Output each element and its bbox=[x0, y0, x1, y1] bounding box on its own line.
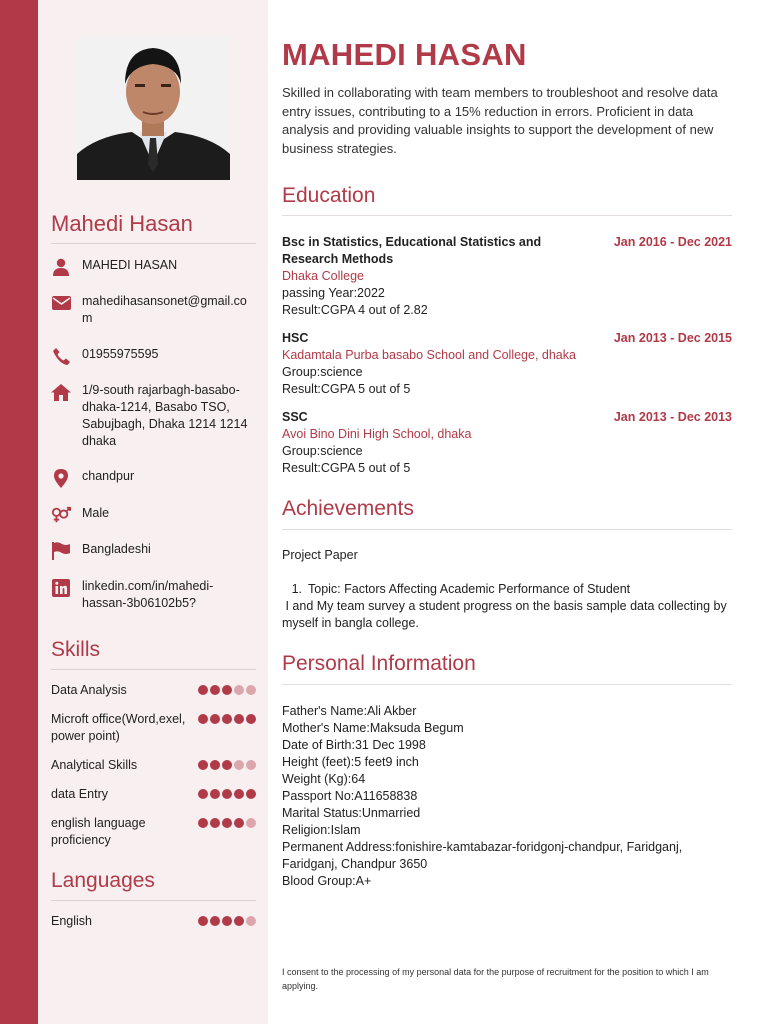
skill-row bbox=[51, 815, 256, 849]
profile-photo bbox=[77, 36, 230, 180]
rating-dot bbox=[246, 789, 256, 799]
contact-email[interactable] bbox=[51, 293, 256, 327]
skill-row bbox=[51, 682, 256, 699]
date-range: Jan 2013 - Dec 2013 bbox=[613, 410, 732, 424]
school: Avoi Bino Dini High School, dhaka bbox=[282, 427, 472, 441]
contact-phone-text[interactable]: 01955975595 bbox=[82, 347, 159, 361]
rating-dot bbox=[234, 916, 244, 926]
rating-dot bbox=[234, 760, 244, 770]
accent-stripe bbox=[0, 0, 38, 1024]
language-row bbox=[51, 913, 256, 930]
contact-email-text[interactable]: mahedihasansonet@gmail.com bbox=[82, 294, 247, 325]
rating-dot bbox=[210, 818, 220, 828]
rating-dot bbox=[222, 818, 232, 828]
edu-detail: Group:science bbox=[282, 365, 363, 379]
divider bbox=[51, 900, 256, 901]
rating-dot bbox=[210, 916, 220, 926]
contact-name bbox=[51, 257, 256, 277]
consent-text: I consent to the processing of my personal data for the purpose of recruitment for the position to which I am applying. bbox=[282, 967, 709, 991]
skills-heading: Skills bbox=[51, 638, 101, 661]
rating-dot bbox=[198, 818, 208, 828]
degree: SSC bbox=[282, 410, 308, 424]
rating-dot bbox=[198, 916, 208, 926]
person-icon bbox=[51, 257, 71, 277]
rating-dot bbox=[198, 789, 208, 799]
skill-name: Microft office(Word,exel, power point) bbox=[51, 712, 186, 743]
item-number: 1. bbox=[291, 582, 302, 596]
envelope-icon bbox=[51, 293, 71, 313]
achievements-block bbox=[282, 547, 732, 632]
school: Kadamtala Purba basabo School and College, dhaka bbox=[282, 348, 576, 362]
info-line: Permanent Address:fonishire-kamtabazar-foridgonj-chandpur, Faridganj, Faridganj, Chandpur 3650 bbox=[282, 840, 683, 871]
info-line: Passport No:A11658838 bbox=[282, 789, 418, 803]
rating-dot bbox=[210, 714, 220, 724]
sidebar-name: Mahedi Hasan bbox=[51, 211, 193, 236]
contact-location-text: chandpur bbox=[82, 469, 135, 483]
skill-name: Analytical Skills bbox=[51, 758, 138, 772]
achievement-detail: I and My team survey a student progress on the basis sample data collecting by myself in bangla college. bbox=[282, 599, 731, 630]
skill-name: Data Analysis bbox=[51, 683, 127, 697]
skill-row bbox=[51, 711, 256, 745]
language-rating bbox=[198, 916, 256, 930]
skill-name: english language proficiency bbox=[51, 816, 146, 847]
contact-gender bbox=[51, 505, 256, 525]
sidebar bbox=[38, 0, 268, 1024]
date-range: Jan 2016 - Dec 2021 bbox=[613, 235, 732, 249]
achievement-topic: Topic: Factors Affecting Academic Performance of Student bbox=[308, 582, 631, 596]
rating-dot bbox=[222, 714, 232, 724]
contact-nationality-text: Bangladeshi bbox=[82, 542, 151, 556]
rating-dot bbox=[198, 714, 208, 724]
linkedin-icon bbox=[51, 578, 71, 598]
rating-dot bbox=[222, 916, 232, 926]
divider bbox=[282, 684, 732, 685]
contact-address bbox=[51, 382, 256, 450]
education-entry bbox=[282, 409, 732, 477]
contact-location bbox=[51, 468, 256, 488]
divider bbox=[282, 529, 732, 530]
gender-icon bbox=[51, 505, 71, 525]
rating-dot bbox=[246, 685, 256, 695]
education-entry bbox=[282, 234, 732, 319]
rating-dot bbox=[198, 685, 208, 695]
degree: HSC bbox=[282, 331, 309, 345]
rating-dot bbox=[210, 760, 220, 770]
edu-detail: passing Year:2022 bbox=[282, 286, 385, 300]
edu-detail: Group:science bbox=[282, 444, 363, 458]
divider bbox=[282, 215, 732, 216]
school: Dhaka College bbox=[282, 269, 364, 283]
flag-icon bbox=[51, 541, 71, 561]
info-line: Height (feet):5 feet9 inch bbox=[282, 755, 419, 769]
info-line: Mother's Name:Maksuda Begum bbox=[282, 721, 464, 735]
rating-dot bbox=[234, 789, 244, 799]
skill-rating bbox=[198, 685, 256, 699]
info-line: Blood Group:A+ bbox=[282, 874, 372, 888]
rating-dot bbox=[234, 685, 244, 695]
contact-linkedin[interactable] bbox=[51, 578, 256, 612]
contact-nationality bbox=[51, 541, 256, 561]
date-range: Jan 2013 - Dec 2015 bbox=[613, 331, 732, 345]
rating-dot bbox=[198, 760, 208, 770]
summary-text: Skilled in collaborating with team members to troubleshoot and resolve data entry issues, contributing to a 15% reduction in errors. Proficient in data analysis and providing valuable insights to support the development of new business strategies. bbox=[282, 85, 718, 156]
contact-address-text: 1/9-south rajarbagh-basabo-dhaka-1214, Basabo TSO, Sabujbagh, Dhaka 1214 1214 dhaka bbox=[82, 383, 248, 448]
info-line: Marital Status:Unmarried bbox=[282, 806, 421, 820]
skill-rating bbox=[198, 789, 256, 803]
info-line: Weight (Kg):64 bbox=[282, 772, 366, 786]
achievements-heading: Achievements bbox=[282, 497, 414, 520]
education-entry bbox=[282, 330, 732, 398]
contact-gender-text: Male bbox=[82, 506, 110, 520]
language-name: English bbox=[51, 914, 92, 928]
rating-dot bbox=[246, 818, 256, 828]
skill-row bbox=[51, 757, 256, 774]
rating-dot bbox=[234, 714, 244, 724]
rating-dot bbox=[210, 685, 220, 695]
resume-name: MAHEDI HASAN bbox=[282, 37, 527, 72]
skill-name: data Entry bbox=[51, 787, 108, 801]
personal-heading: Personal Information bbox=[282, 652, 476, 675]
info-line: Date of Birth:31 Dec 1998 bbox=[282, 738, 426, 752]
rating-dot bbox=[246, 760, 256, 770]
personal-info bbox=[282, 703, 732, 890]
home-icon bbox=[51, 382, 71, 402]
divider bbox=[51, 243, 256, 244]
phone-icon bbox=[51, 346, 71, 366]
rating-dot bbox=[222, 760, 232, 770]
skill-rating bbox=[198, 818, 256, 849]
skill-rating bbox=[198, 714, 256, 745]
contact-name-text: MAHEDI HASAN bbox=[82, 258, 178, 272]
divider bbox=[51, 669, 256, 670]
skill-row bbox=[51, 786, 256, 803]
edu-result: Result:CGPA 5 out of 5 bbox=[282, 382, 411, 396]
rating-dot bbox=[246, 916, 256, 926]
rating-dot bbox=[234, 818, 244, 828]
achievement-item bbox=[282, 581, 732, 598]
edu-result: Result:CGPA 4 out of 2.82 bbox=[282, 303, 428, 317]
contact-linkedin-text[interactable]: linkedin.com/in/mahedi-hassan-3b06102b5? bbox=[82, 579, 214, 610]
contact-phone[interactable] bbox=[51, 346, 256, 366]
location-pin-icon bbox=[51, 468, 71, 488]
rating-dot bbox=[246, 714, 256, 724]
rating-dot bbox=[222, 685, 232, 695]
education-heading: Education bbox=[282, 184, 376, 207]
languages-heading: Languages bbox=[51, 869, 155, 892]
rating-dot bbox=[222, 789, 232, 799]
info-line: Father's Name:Ali Akber bbox=[282, 704, 417, 718]
rating-dot bbox=[210, 789, 220, 799]
info-line: Religion:Islam bbox=[282, 823, 361, 837]
achievement-intro: Project Paper bbox=[282, 548, 358, 562]
degree: Bsc in Statistics, Educational Statistics and Research Methods bbox=[282, 235, 542, 266]
edu-result: Result:CGPA 5 out of 5 bbox=[282, 461, 411, 475]
skill-rating bbox=[198, 760, 256, 774]
